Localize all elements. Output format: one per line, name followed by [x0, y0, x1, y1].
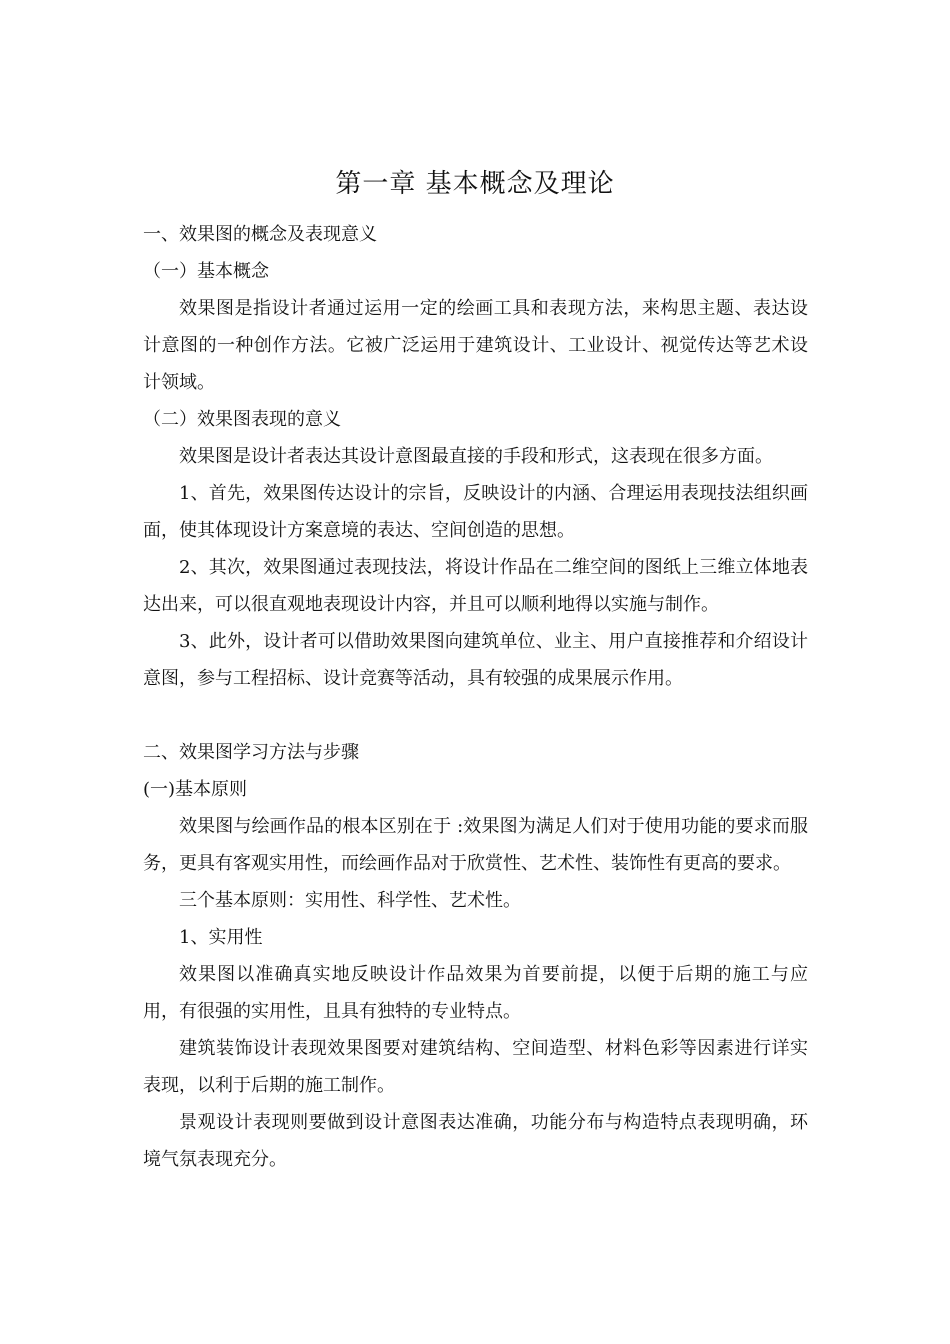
- paragraph-point-2: 2、其次，效果图通过表现技法，将设计作品在二维空间的图纸上三维立体地表达出来，可以很直观地表现设计内容，并且可以顺利地得以实施与制作。: [143, 557, 808, 615]
- paragraph-significance-intro: 效果图是设计者表达其设计意图最直接的手段和形式，这表现在很多方面。: [179, 446, 773, 467]
- paragraph-three-principles: 三个基本原则：实用性、科学性、艺术性。: [179, 890, 521, 911]
- paragraph-architecture: 建筑装饰设计表现效果图要对建筑结构、空间造型、材料色彩等因素进行详实表现，以利于后期的施工制作。: [143, 1038, 808, 1096]
- section-heading-2: 二、效果图学习方法与步骤: [143, 742, 359, 763]
- section-heading-1: 一、效果图的概念及表现意义: [143, 224, 377, 245]
- paragraph-point-1: 1、首先，效果图传达设计的宗旨，反映设计的内涵、合理运用表现技法组织画面，使其体现设计方案意境的表达、空间创造的思想。: [143, 483, 808, 541]
- paragraph-difference: 效果图与绘画作品的根本区别在于 :效果图为满足人们对于使用功能的要求而服务，更具有客观实用性，而绘画作品对于欣赏性、艺术性、装饰性有更高的要求。: [143, 816, 808, 874]
- subsection-heading-principles: (一)基本原则: [143, 779, 248, 800]
- paragraph-practicality-heading: 1、实用性: [179, 927, 263, 948]
- chapter-title: 第一章 基本概念及理论: [335, 169, 615, 199]
- subsection-heading-basic-concept: （一）基本概念: [143, 261, 269, 282]
- paragraph-landscape: 景观设计表现则要做到设计意图表达准确，功能分布与构造特点表现明确，环境气氛表现充分。: [143, 1112, 808, 1170]
- paragraph-point-3: 3、此外，设计者可以借助效果图向建筑单位、业主、用户直接推荐和介绍设计意图，参与工程招标、设计竞赛等活动，具有较强的成果展示作用。: [143, 631, 808, 689]
- subsection-heading-significance: （二）效果图表现的意义: [143, 409, 341, 430]
- paragraph-practicality: 效果图以准确真实地反映设计作品效果为首要前提，以便于后期的施工与应用，有很强的实用性，且具有独特的专业特点。: [143, 964, 808, 1022]
- paragraph-definition: 效果图是指设计者通过运用一定的绘画工具和表现方法，来构思主题、表达设计意图的一种创作方法。它被广泛运用于建筑设计、工业设计、视觉传达等艺术设计领域。: [143, 298, 808, 393]
- document-body: [143, 216, 808, 1178]
- section-spacer: [143, 697, 808, 734]
